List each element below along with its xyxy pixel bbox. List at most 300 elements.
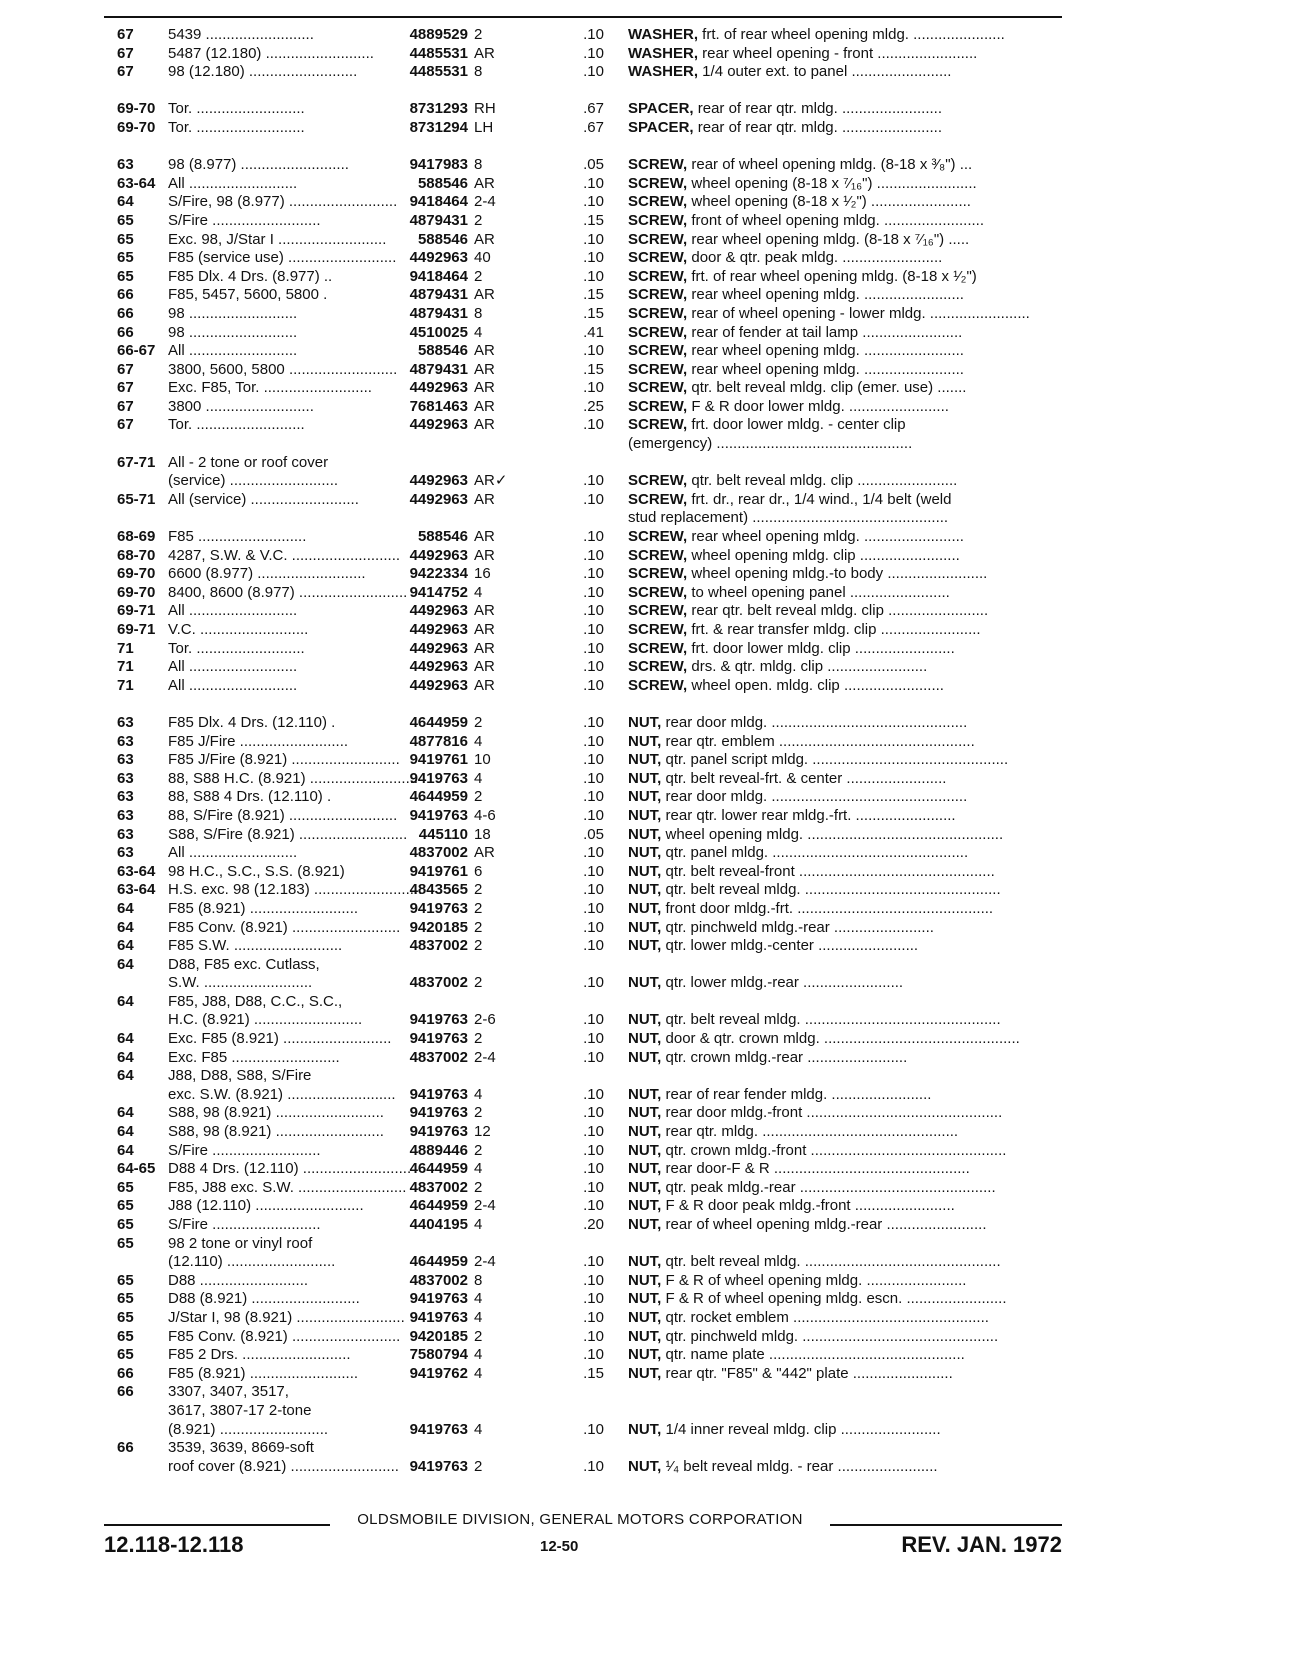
model-cell: V.C. .......................... (168, 621, 309, 638)
part-number-cell: 588546 (417, 174, 468, 192)
part-detail: rear qtr. "F85" & "442" plate ........................ (661, 1364, 953, 1382)
part-detail: rear door mldg. ............................................... (661, 713, 968, 731)
model-cell: exc. S.W. (8.921) .......................... (168, 1085, 396, 1103)
model-cell: 3800, 5600, 5800 .......................... (168, 360, 398, 378)
part-detail: rear qtr. lower rear mldg.-frt. ........................ (661, 806, 956, 824)
part-name: SCREW, (628, 156, 688, 174)
quantity-cell: AR✓ (474, 472, 508, 490)
quantity-cell: AR (474, 844, 495, 862)
part-detail: drs. & qtr. mldg. clip ........................ (687, 658, 928, 676)
table-row (0, 45, 1290, 64)
description-cell (628, 1160, 1060, 1179)
price-cell: .10 (583, 1085, 604, 1103)
part-name: SCREW, (628, 286, 688, 304)
part-name: SCREW, (628, 304, 688, 322)
year-cell: 64-65 (117, 1160, 156, 1178)
part-number-cell: 9419763 (409, 1290, 468, 1308)
year-cell: 71 (117, 676, 134, 694)
part-name: NUT, (628, 1030, 662, 1048)
quantity-cell: 2 (474, 1141, 483, 1159)
year-cell: 64 (117, 899, 134, 917)
part-detail: F & R of wheel opening mldg. escn. ........................ (661, 1290, 1007, 1308)
model-cell: 98 (8.977) .......................... (168, 156, 349, 174)
quantity-cell: AR (474, 230, 495, 248)
top-rule (104, 16, 1062, 18)
description-cell (628, 1030, 1060, 1049)
model-cell: F85, J88 exc. S.W. .......................... (168, 1178, 407, 1196)
part-number-cell: 4644959 (409, 788, 468, 806)
part-number-cell: 588546 (417, 528, 468, 546)
parts-table (0, 26, 1290, 1476)
table-row (0, 714, 1290, 733)
price-cell: .10 (583, 1197, 604, 1215)
year-cell: 66 (117, 1364, 134, 1382)
description-cell (628, 1197, 1060, 1216)
model-cell: F85, J88, D88, C.C., S.C., (168, 992, 343, 1010)
quantity-cell: 2 (474, 899, 483, 917)
table-row (0, 1290, 1290, 1309)
year-cell: 68-70 (117, 546, 156, 564)
part-name: NUT, (628, 1327, 662, 1345)
table-row (0, 1086, 1290, 1105)
table-row (0, 1104, 1290, 1123)
part-number-cell: 4492963 (409, 490, 468, 508)
part-name: NUT, (628, 751, 662, 769)
model-cell: S/Fire .......................... (168, 211, 321, 229)
part-detail: wheel opening mldg. clip ........................ (687, 546, 960, 564)
table-row (0, 584, 1290, 603)
part-name: NUT, (628, 769, 662, 787)
part-number-cell: 4879431 (409, 360, 468, 378)
model-cell: S88, 98 (8.921) .......................... (168, 1104, 384, 1122)
price-cell: .10 (583, 1030, 604, 1048)
table-row (0, 974, 1290, 993)
table-row (0, 491, 1290, 510)
part-number-cell: 9419763 (409, 1123, 468, 1141)
part-number-cell: 4485531 (409, 63, 468, 81)
description-cell (628, 1458, 1060, 1477)
description-cell (628, 472, 1060, 491)
part-detail: frt. dr., rear dr., 1/4 wind., 1/4 belt (weld (687, 490, 952, 508)
price-cell: .10 (583, 788, 604, 806)
part-detail: qtr. pinchweld mldg.-rear ........................ (661, 918, 934, 936)
price-cell: .15 (583, 360, 604, 378)
description-cell (628, 770, 1060, 789)
description-cell (628, 1309, 1060, 1328)
table-row (0, 1197, 1290, 1216)
model-cell: F85 J/Fire (8.921) .......................... (168, 751, 400, 769)
table-row (0, 379, 1290, 398)
description-cell (628, 491, 1060, 510)
part-detail: front door mldg.-frt. ............................................... (661, 899, 994, 917)
quantity-cell: 2 (474, 918, 483, 936)
model-cell: All .......................... (168, 602, 298, 620)
part-name: NUT, (628, 713, 662, 731)
quantity-cell: AR (474, 342, 495, 360)
price-cell: .67 (583, 118, 604, 136)
description-cell (628, 100, 1060, 119)
part-name: NUT, (628, 1346, 662, 1364)
model-cell: Tor. .......................... (168, 118, 305, 136)
price-cell: .10 (583, 174, 604, 192)
price-cell: .10 (583, 230, 604, 248)
part-number-cell: 4492963 (409, 249, 468, 267)
quantity-cell: 4 (474, 583, 483, 601)
part-name: NUT, (628, 937, 662, 955)
part-name: SCREW, (628, 546, 688, 564)
price-cell: .10 (583, 1271, 604, 1289)
price-cell: .10 (583, 751, 604, 769)
part-detail: wheel opening mldg.-to body ........................ (687, 565, 988, 583)
part-name: SCREW, (628, 676, 688, 694)
description-cell (628, 658, 1060, 677)
price-cell: .10 (583, 676, 604, 694)
part-name: SCREW, (628, 174, 688, 192)
price-cell: .10 (583, 937, 604, 955)
model-cell: D88 (8.921) .......................... (168, 1290, 360, 1308)
description-cell (628, 193, 1060, 212)
part-number-cell: 9419763 (409, 1104, 468, 1122)
price-cell: .10 (583, 1048, 604, 1066)
table-row (0, 212, 1290, 231)
model-cell: 6600 (8.977) .......................... (168, 565, 366, 583)
description-cell (628, 249, 1060, 268)
description-cell (628, 733, 1060, 752)
part-name: NUT, (628, 1216, 662, 1233)
year-cell: 66 (117, 1383, 134, 1401)
year-cell: 65 (117, 1271, 134, 1289)
table-row (0, 1049, 1290, 1068)
part-number-cell: 588546 (417, 342, 468, 360)
year-cell: 67 (117, 397, 134, 415)
year-cell: 63 (117, 769, 134, 787)
model-cell: F85 J/Fire .......................... (168, 732, 349, 750)
quantity-cell: RH (474, 100, 496, 118)
part-name: NUT, (628, 1104, 662, 1122)
quantity-cell: 2-4 (474, 193, 496, 211)
description-cell (628, 807, 1060, 826)
quantity-cell: AR (474, 546, 495, 564)
table-row (0, 1365, 1290, 1384)
part-number-cell: 7580794 (409, 1346, 468, 1364)
model-cell: S/Fire .......................... (168, 1141, 321, 1159)
model-cell: D88, F85 exc. Cutlass, (168, 955, 320, 973)
year-cell: 64 (117, 918, 134, 936)
year-cell: 67 (117, 26, 134, 43)
quantity-cell: 2-4 (474, 1197, 496, 1215)
part-number-cell: 9419763 (409, 1420, 468, 1438)
part-number-cell: 4485531 (409, 44, 468, 62)
model-cell: 3617, 3807-17 2-tone (168, 1401, 312, 1419)
quantity-cell: LH (474, 118, 494, 136)
part-number-cell: 9419763 (409, 899, 468, 917)
model-cell: F85 (service use) .......................... (168, 249, 397, 267)
part-name: NUT, (628, 1290, 662, 1308)
table-row (0, 1402, 1290, 1421)
quantity-cell: AR (474, 602, 495, 620)
quantity-cell: AR (474, 44, 495, 62)
price-cell: .10 (583, 862, 604, 880)
model-cell: 88, S88 4 Drs. (12.110) . (168, 788, 332, 806)
description-cell (628, 1104, 1060, 1123)
price-cell: .15 (583, 304, 604, 322)
year-cell: 64 (117, 955, 134, 973)
description-cell (628, 602, 1060, 621)
part-name: SCREW, (628, 528, 688, 546)
table-row (0, 770, 1290, 789)
footer-revision: REV. JAN. 1972 (901, 1532, 1062, 1557)
part-detail: rear of rear fender mldg. ........................ (661, 1085, 932, 1103)
price-cell: .10 (583, 1123, 604, 1141)
table-row (0, 1458, 1290, 1477)
table-row (0, 733, 1290, 752)
quantity-cell: 2 (474, 713, 483, 731)
model-cell: 4287, S.W. & V.C. .......................... (168, 546, 401, 564)
part-number-cell: 4889529 (409, 26, 468, 43)
part-name: SCREW, (628, 360, 688, 378)
model-cell: 3307, 3407, 3517, (168, 1383, 289, 1401)
part-number-cell: 4510025 (409, 323, 468, 341)
part-detail: qtr. lower mldg.-rear ........................ (661, 974, 904, 992)
description-cell (628, 361, 1060, 380)
year-cell: 63 (117, 732, 134, 750)
part-name: NUT, (628, 1271, 662, 1289)
model-cell: Exc. F85 (8.921) .......................... (168, 1030, 392, 1048)
row-spacer (0, 82, 1290, 101)
year-cell: 65 (117, 211, 134, 229)
row-spacer (0, 695, 1290, 714)
part-name: NUT, (628, 806, 662, 824)
price-cell: .10 (583, 1346, 604, 1364)
model-cell: J/Star I, 98 (8.921) .......................... (168, 1308, 405, 1326)
description-cell (628, 1346, 1060, 1365)
quantity-cell: 10 (474, 751, 491, 769)
part-name: NUT, (628, 1253, 662, 1271)
price-cell: .10 (583, 1160, 604, 1178)
part-name: SCREW, (628, 267, 688, 285)
year-cell: 64 (117, 937, 134, 955)
description-cell (628, 1365, 1060, 1384)
footer-section: 12.118-12.118 (104, 1532, 244, 1557)
description-cell (628, 212, 1060, 231)
year-cell: 63 (117, 751, 134, 769)
model-cell: 98 .......................... (168, 304, 298, 322)
part-name: WASHER, (628, 26, 699, 43)
year-cell: 63 (117, 713, 134, 731)
description-cell (628, 565, 1060, 584)
model-cell: 5487 (12.180) .......................... (168, 44, 374, 62)
model-cell: F85 Conv. (8.921) .......................... (168, 1327, 401, 1345)
table-row (0, 1216, 1290, 1235)
description-cell (628, 844, 1060, 863)
table-row (0, 324, 1290, 343)
quantity-cell: 2 (474, 211, 483, 229)
year-cell: 63-64 (117, 881, 156, 899)
quantity-cell: AR (474, 379, 495, 397)
model-cell: F85 .......................... (168, 528, 307, 546)
part-detail: qtr. belt reveal-front ............................................... (661, 862, 995, 880)
quantity-cell: AR (474, 490, 495, 508)
part-detail: door & qtr. crown mldg. ............................................... (661, 1030, 1020, 1048)
part-number-cell: 9419763 (409, 769, 468, 787)
part-detail: frt. & rear transfer mldg. clip ........................ (687, 621, 981, 638)
part-number-cell: 9414752 (409, 583, 468, 601)
part-detail: rear qtr. belt reveal mldg. clip ........................ (687, 602, 989, 620)
quantity-cell: AR (474, 621, 495, 638)
year-cell: 71 (117, 658, 134, 676)
table-row (0, 193, 1290, 212)
table-row (0, 993, 1290, 1012)
year-cell: 69-70 (117, 565, 156, 583)
quantity-cell: 40 (474, 249, 491, 267)
table-row (0, 788, 1290, 807)
part-detail: rear qtr. emblem ............................................... (661, 732, 975, 750)
quantity-cell: 4 (474, 1346, 483, 1364)
year-cell: 63 (117, 825, 134, 843)
description-cell (628, 937, 1060, 956)
model-cell: roof cover (8.921) .......................... (168, 1457, 399, 1475)
part-number-cell: 9418464 (409, 193, 468, 211)
part-name: SPACER, (628, 100, 694, 118)
part-name: WASHER, (628, 63, 699, 81)
part-name: SCREW, (628, 416, 688, 434)
part-name: NUT, (628, 974, 662, 992)
price-cell: .15 (583, 1364, 604, 1382)
part-number-cell: 9418464 (409, 267, 468, 285)
price-cell: .10 (583, 267, 604, 285)
model-cell: All .......................... (168, 658, 298, 676)
year-cell: 64 (117, 1141, 134, 1159)
model-cell: 5439 .......................... (168, 26, 314, 43)
price-cell: .10 (583, 26, 604, 43)
model-cell: 3539, 3639, 8669-soft (168, 1439, 314, 1457)
part-detail: rear qtr. mldg. ............................................... (661, 1123, 959, 1141)
row-spacer (0, 138, 1290, 157)
model-cell: F85 Conv. (8.921) .......................... (168, 918, 401, 936)
part-detail: rear wheel opening mldg. ........................ (687, 360, 964, 378)
description-cell (628, 881, 1060, 900)
model-cell: All .......................... (168, 676, 298, 694)
part-name: NUT, (628, 899, 662, 917)
price-cell: .25 (583, 397, 604, 415)
part-detail: qtr. rocket emblem ............................................... (661, 1308, 989, 1326)
price-cell: .10 (583, 44, 604, 62)
quantity-cell: 2 (474, 788, 483, 806)
price-cell: .10 (583, 1011, 604, 1029)
table-row (0, 472, 1290, 491)
table-row (0, 1272, 1290, 1291)
table-row (0, 919, 1290, 938)
year-cell: 63 (117, 788, 134, 806)
quantity-cell: 8 (474, 156, 483, 174)
part-number-cell: 9420185 (409, 918, 468, 936)
part-detail: qtr. belt reveal mldg. clip (emer. use) ....... (687, 379, 967, 397)
part-number-cell: 9417983 (409, 156, 468, 174)
description-cell (628, 1253, 1060, 1272)
quantity-cell: 4 (474, 769, 483, 787)
quantity-cell: AR (474, 416, 495, 434)
description-cell (628, 379, 1060, 398)
table-row (0, 231, 1290, 250)
part-detail: qtr. peak mldg.-rear ............................................... (661, 1178, 996, 1196)
year-cell: 65 (117, 1346, 134, 1364)
model-cell: H.C. (8.921) .......................... (168, 1011, 363, 1029)
table-row (0, 1030, 1290, 1049)
part-detail: F & R of wheel opening mldg. ........................ (661, 1271, 967, 1289)
part-name: SCREW, (628, 621, 688, 638)
model-cell: 88, S88 H.C. (8.921) .......................... (168, 769, 419, 787)
table-row (0, 26, 1290, 45)
quantity-cell: AR (474, 360, 495, 378)
part-number-cell: 4837002 (409, 937, 468, 955)
model-cell: Tor. .......................... (168, 639, 305, 657)
year-cell: 64 (117, 1048, 134, 1066)
table-row (0, 175, 1290, 194)
part-name: SCREW, (628, 379, 688, 397)
part-name: SCREW, (628, 658, 688, 676)
price-cell: .10 (583, 658, 604, 676)
price-cell: .10 (583, 528, 604, 546)
price-cell: .10 (583, 621, 604, 638)
part-name: NUT, (628, 1011, 662, 1029)
part-number-cell: 4879431 (409, 286, 468, 304)
description-cell (628, 584, 1060, 603)
year-cell: 66 (117, 323, 134, 341)
quantity-cell: 18 (474, 825, 491, 843)
description-cell (628, 1011, 1060, 1030)
quantity-cell: 2 (474, 26, 483, 43)
part-number-cell: 8731294 (409, 118, 468, 136)
part-number-cell: 4644959 (409, 713, 468, 731)
quantity-cell: 2 (474, 267, 483, 285)
part-name: WASHER, (628, 44, 699, 62)
year-cell: 69-71 (117, 602, 156, 620)
table-row (0, 565, 1290, 584)
model-cell: H.S. exc. 98 (12.183) .......................... (168, 881, 423, 899)
part-name: NUT, (628, 918, 662, 936)
table-row (0, 937, 1290, 956)
part-detail: (emergency) ............................................... (628, 435, 913, 453)
description-cell (628, 1216, 1060, 1235)
table-row (0, 63, 1290, 82)
price-cell: .10 (583, 583, 604, 601)
part-detail: rear of rear qtr. mldg. ........................ (693, 100, 942, 118)
year-cell: 66 (117, 304, 134, 322)
part-detail: frt. door lower mldg. clip ........................ (687, 639, 955, 657)
part-number-cell: 9419761 (409, 862, 468, 880)
part-number-cell: 4644959 (409, 1253, 468, 1271)
part-detail: wheel opening (8-18 x ¹⁄₂") ........................ (687, 193, 971, 211)
part-detail: qtr. lower mldg.-center ........................ (661, 937, 919, 955)
year-cell: 63 (117, 156, 134, 174)
part-detail: wheel opening (8-18 x ⁷⁄₁₆") ........................ (687, 174, 977, 192)
part-detail: 1/4 inner reveal mldg. clip ........................ (661, 1420, 941, 1438)
description-cell (628, 268, 1060, 287)
description-cell (628, 342, 1060, 361)
table-row (0, 677, 1290, 696)
table-row (0, 1179, 1290, 1198)
part-detail: rear of wheel opening mldg. (8-18 x ³⁄₈") ... (687, 156, 973, 174)
description-cell (628, 1290, 1060, 1309)
description-cell (628, 416, 1060, 435)
part-name: NUT, (628, 1178, 662, 1196)
year-cell: 69-70 (117, 118, 156, 136)
part-name: NUT, (628, 1141, 662, 1159)
description-cell (628, 621, 1060, 640)
table-row (0, 249, 1290, 268)
part-name: NUT, (628, 1048, 662, 1066)
quantity-cell: 2 (474, 937, 483, 955)
